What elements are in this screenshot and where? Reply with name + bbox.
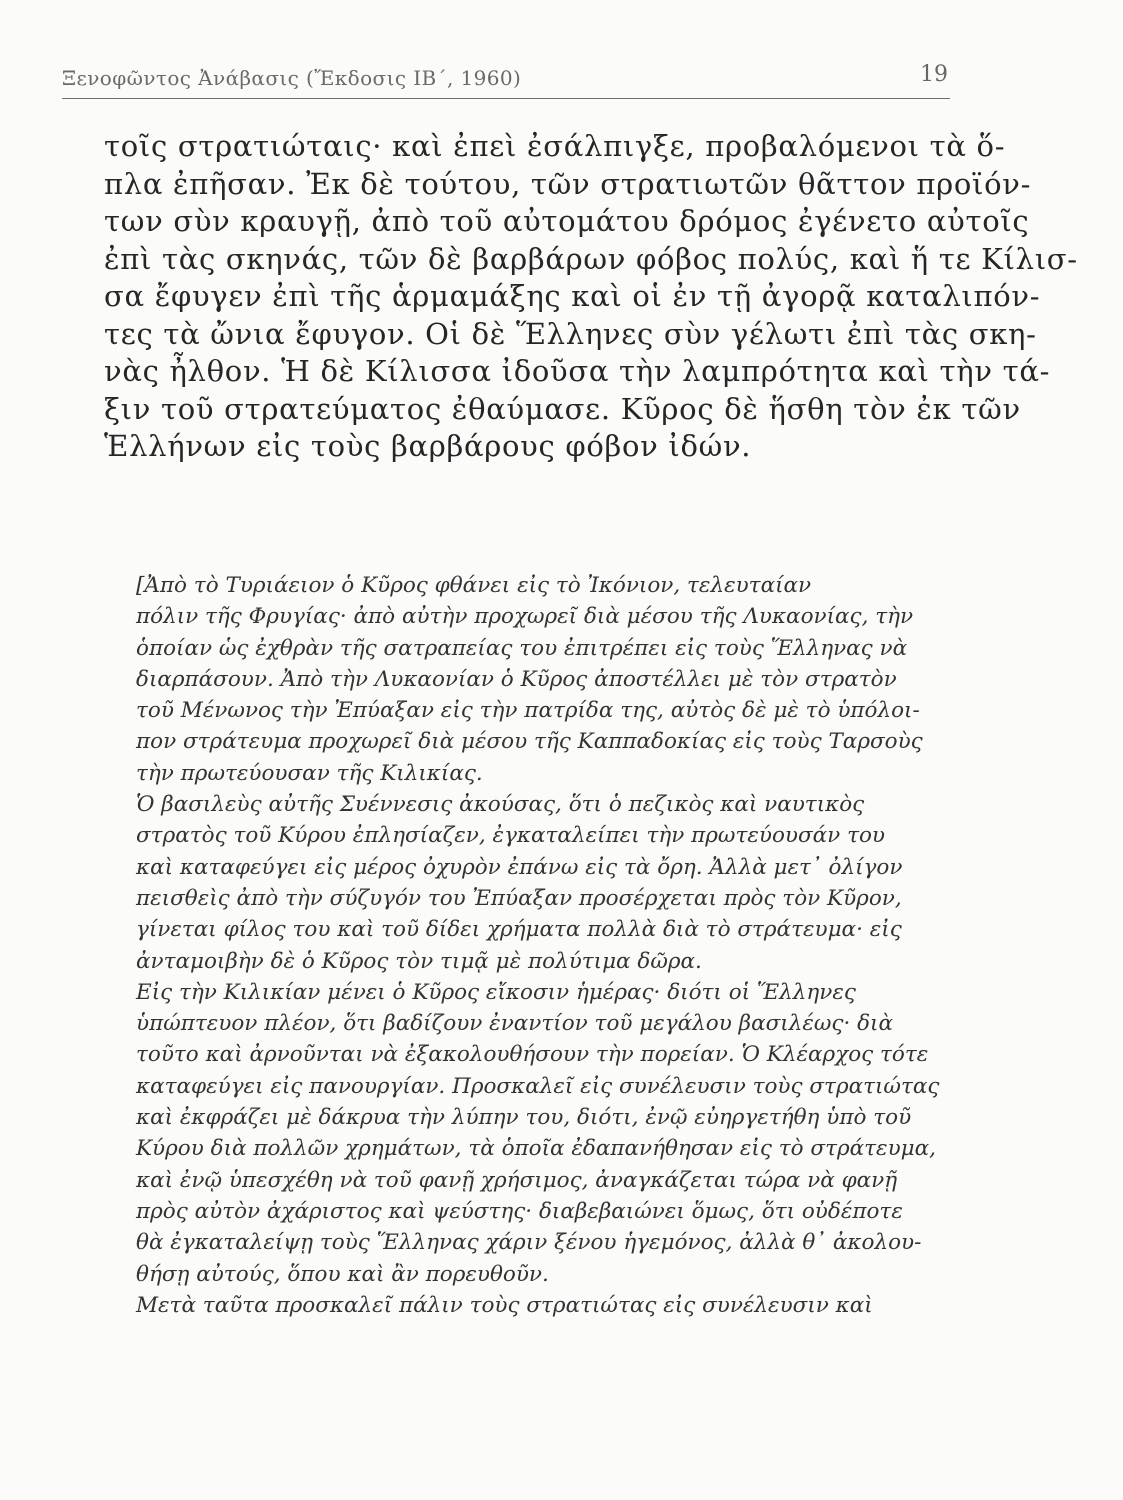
text-line: Ἑλλήνων εἰς τοὺς βαρβάρους φόβον ἰδών. xyxy=(104,429,752,463)
commentary-line: ὁποίαν ὡς ἐχθρὰν τῆς σατραπείας του ἐπιτρέπει εἰς τοὺς Ἕλληνας νὰ xyxy=(136,635,908,661)
commentary-line: καταφεύγει εἰς πανουργίαν. Προσκαλεῖ εἰς συνέλευσιν τοὺς στρατιώτας xyxy=(136,1073,940,1099)
page-number: 19 xyxy=(920,62,948,87)
commentary-line: πόλιν τῆς Φρυγίας· ἀπὸ αὐτὴν προχωρεῖ διὰ μέσου τῆς Λυκαονίας, τὴν xyxy=(136,604,914,630)
commentary-line: στρατὸς τοῦ Κύρου ἐπλησίαζεν, ἐγκαταλείπει τὴν πρωτεύουσάν του xyxy=(136,823,885,849)
text-line: ἐπὶ τὰς σκηνάς, τῶν δὲ βαρβάρων φόβος πολύς, καὶ ἥ τε Κίλισ- xyxy=(104,241,1078,276)
commentary-line: [Ἀπὸ τὸ Τυριάειον ὁ Κῦρος φθάνει εἰς τὸ Ἰκόνιον, τελευταίαν xyxy=(136,573,812,598)
commentary-line: θήσῃ αὐτούς, ὅπου καὶ ἂν πορευθοῦν. xyxy=(136,1261,549,1287)
commentary-line: καὶ ἐκφράζει μὲ δάκρυα τὴν λύπην του, διότι, ἐνῷ εὐηργετήθη ὑπὸ τοῦ xyxy=(136,1105,912,1131)
commentary-line: διαρπάσουν. Ἀπὸ τὴν Λυκαονίαν ὁ Κῦρος ἀποστέλλει μὲ τὸν στρατὸν xyxy=(136,666,897,692)
commentary-line: πρὸς αὐτὸν ἀχάριστος καὶ ψεύστης· διαβεβαιώνει ὅμως, ὅτι οὐδέποτε xyxy=(136,1198,903,1224)
commentary-line: πεισθεὶς ἀπὸ τὴν σύζυγόν του Ἐπύαξαν προσέρχεται πρὸς τὸν Κῦρον, xyxy=(136,885,902,911)
commentary-line: Ὁ βασιλεὺς αὐτῆς Συέννεσις ἀκούσας, ὅτι ὁ πεζικὸς καὶ ναυτικὸς xyxy=(136,792,865,818)
commentary-line: τὴν πρωτεύουσαν τῆς Κιλικίας. xyxy=(136,760,483,786)
text-line: νὰς ἦλθον. Ἡ δὲ Κίλισσα ἰδοῦσα τὴν λαμπρότητα καὶ τὴν τά- xyxy=(104,354,1051,388)
commentary-line: ὑπώπτευον πλέον, ὅτι βαδίζουν ἐναντίον τοῦ μεγάλου βασιλέως· διὰ xyxy=(136,1011,894,1037)
commentary-line: θὰ ἐγκαταλείψῃ τοὺς Ἕλληνας χάριν ξένου ἡγεμόνος, ἀλλὰ θ᾽ ἀκολου- xyxy=(136,1230,922,1256)
page-header xyxy=(62,60,950,99)
commentary-line: Εἰς τὴν Κιλικίαν μένει ὁ Κῦρος εἴκοσιν ἡμέρας· διότι οἱ Ἕλληνες xyxy=(136,979,856,1005)
commentary-line: γίνεται φίλος του καὶ τοῦ δίδει χρήματα πολλὰ διὰ τὸ στράτευμα· εἰς xyxy=(136,917,902,943)
commentary-line: καὶ καταφεύγει εἰς μέρος ὀχυρὸν ἐπάνω εἰς τὰ ὄρη. Ἀλλὰ μετ᾽ ὀλίγον xyxy=(136,854,903,880)
text-line: ξιν τοῦ στρατεύματος ἐθαύμασε. Κῦρος δὲ ἥσθη τὸν ἐκ τῶν xyxy=(104,391,1021,426)
text-line: τοῖς στρατιώταις· καὶ ἐπεὶ ἐσάλπιγξε, προβαλόμενοι τὰ ὅ- xyxy=(104,129,1006,163)
commentary-line: Μετὰ ταῦτα προσκαλεῖ πάλιν τοὺς στρατιώτας εἰς συνέλευσιν καὶ xyxy=(136,1292,873,1318)
running-title: Ξενοφῶντος Ἀνάβασις (Ἔκδοσις ΙΒ΄, 1960) xyxy=(62,66,522,90)
greek-text-block xyxy=(104,128,1078,466)
commentary-line: καὶ ἐνῷ ὑπεσχέθη νὰ τοῦ φανῇ χρήσιμος, ἀναγκάζεται τώρα νὰ φανῇ xyxy=(136,1167,898,1193)
commentary-block xyxy=(136,570,978,1321)
text-line: σα ἔφυγεν ἐπὶ τῆς ἁρμαμάξης καὶ οἱ ἐν τῇ ἀγορᾷ καταλιπόν- xyxy=(104,279,1041,313)
commentary-line: πον στράτευμα προχωρεῖ διὰ μέσου τῆς Καππαδοκίας εἰς τοὺς Ταρσοὺς xyxy=(136,729,923,755)
text-line: πλα ἐπῆσαν. Ἐκ δὲ τούτου, τῶν στρατιωτῶν θᾶττον προϊόν- xyxy=(104,166,1032,201)
commentary-line: τοῦτο καὶ ἀρνοῦνται νὰ ἐξακολουθήσουν τὴν πορείαν. Ὁ Κλέαρχος τότε xyxy=(136,1042,929,1068)
text-line: τες τὰ ὤνια ἔφυγον. Οἱ δὲ Ἕλληνες σὺν γέλωτι ἐπὶ τὰς σκη- xyxy=(104,316,1037,351)
commentary-line: τοῦ Μένωνος τὴν Ἐπύαξαν εἰς τὴν πατρίδα της, αὐτὸς δὲ μὲ τὸ ὑπόλοι- xyxy=(136,698,920,724)
commentary-line: ἀνταμοιβὴν δὲ ὁ Κῦρος τὸν τιμᾷ μὲ πολύτιμα δῶρα. xyxy=(136,948,702,974)
commentary-line: Κύρου διὰ πολλῶν χρημάτων, τὰ ὁποῖα ἐδαπανήθησαν εἰς τὸ στράτευμα, xyxy=(136,1136,936,1162)
text-line: των σὺν κραυγῇ, ἀπὸ τοῦ αὐτομάτου δρόμος ἐγένετο αὐτοῖς xyxy=(104,204,1030,238)
